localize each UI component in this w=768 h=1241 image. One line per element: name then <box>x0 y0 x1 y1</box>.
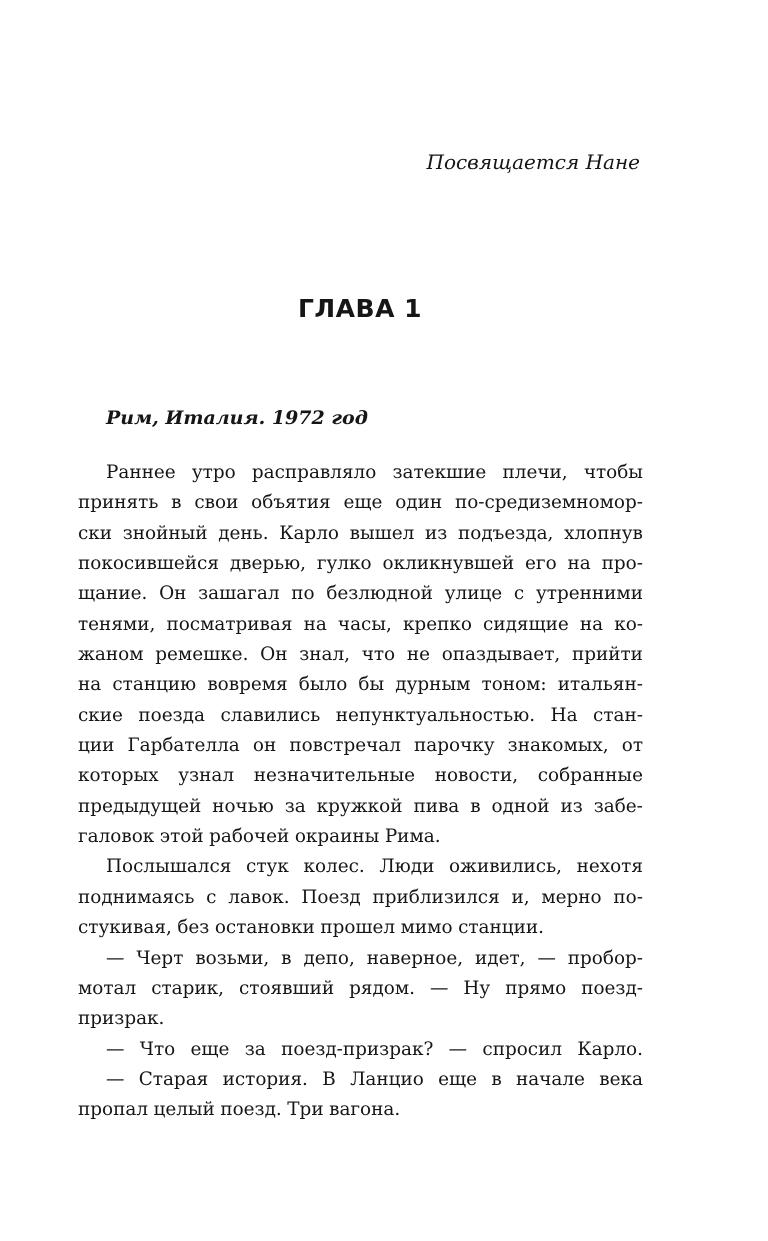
text-line: — Старая история. В Ланцио еще в начале века <box>106 1068 643 1090</box>
text-line: мотал старик, стоявший рядом. — Ну прямо поезд- <box>78 977 643 999</box>
text-line: которых узнал незначительные новости, собранные <box>78 765 643 787</box>
place-date-heading: Рим, Италия. 1972 год <box>106 407 368 429</box>
text-line: пропал целый поезд. Три вагона. <box>78 1099 401 1121</box>
text-line: покосившейся дверью, гулко окликнувшей его на про- <box>78 553 643 575</box>
dedication: Посвящается Нане <box>426 150 640 174</box>
text-line: предыдущей ночью за кружкой пива в одной из забе- <box>78 795 643 817</box>
text-line: галовок этой рабочей окраины Рима. <box>78 826 441 848</box>
body-text <box>78 458 643 1126</box>
text-line: ские поезда славились непунктуальностью. На стан- <box>78 704 643 726</box>
text-line: призрак. <box>78 1008 165 1030</box>
text-line: ции Гарбателла он повстречал парочку знакомых, от <box>78 735 643 757</box>
text-line: жаном ремешке. Он знал, что не опаздывает, прийти <box>78 644 643 666</box>
text-line: поднимаясь с лавок. Поезд приблизился и, мерно по- <box>78 886 643 908</box>
text-line: тенями, посматривая на часы, крепко сидящие на ко- <box>78 613 643 635</box>
text-line: принять в свои объятия еще один по-средиземномор- <box>78 492 643 514</box>
chapter-title: ГЛАВА 1 <box>297 294 423 323</box>
text-line: Послышался стук колес. Люди оживились, нехотя <box>106 856 643 878</box>
text-line: ски знойный день. Карло вышел из подъезда, хлопнув <box>78 522 643 544</box>
text-line: Раннее утро расправляло затекшие плечи, чтобы <box>106 462 643 483</box>
text-line: на станцию вовремя было бы дурным тоном: итальян- <box>78 674 643 696</box>
text-line: щание. Он зашагал по безлюдной улице с утренними <box>78 583 643 605</box>
text-line: — Что еще за поезд-призрак? — спросил Карло. <box>106 1038 643 1060</box>
text-line: стукивая, без остановки прошел мимо станции. <box>78 917 544 939</box>
text-line: — Черт возьми, в депо, наверное, идет, — пробор- <box>106 947 643 969</box>
